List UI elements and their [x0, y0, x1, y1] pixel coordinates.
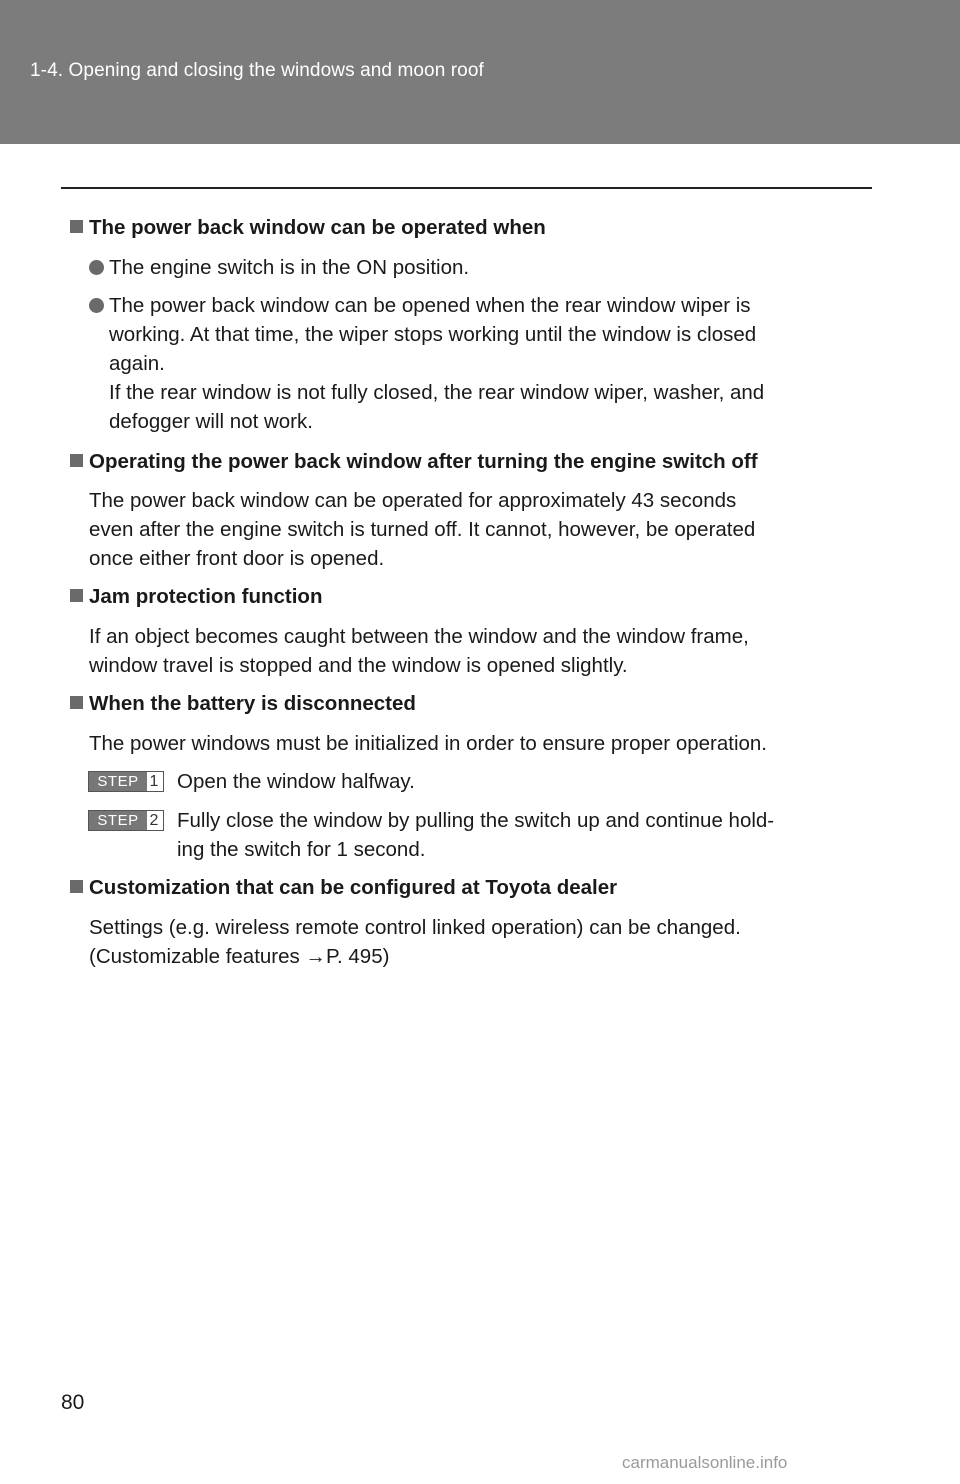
square-bullet-icon	[70, 220, 83, 233]
step-2	[88, 806, 861, 866]
bullet-text: working. At that time, the wiper stops working until the window is closed	[109, 323, 757, 346]
heading-battery-disconnected	[70, 692, 416, 716]
cross-reference-link[interactable]: (Customizable features →P. 495)	[89, 945, 390, 968]
step-1	[88, 767, 861, 797]
step-label: STEP	[89, 772, 147, 791]
step-number: 2	[149, 812, 159, 829]
heading-text: Jam protection function	[89, 585, 323, 608]
step-label: STEP	[89, 811, 147, 830]
bullet-item	[89, 291, 861, 441]
heading-jam-protection	[70, 585, 322, 609]
paragraph-line: once either front door is opened.	[89, 547, 385, 570]
round-bullet-icon	[89, 260, 104, 275]
step-number: 1	[149, 773, 159, 790]
heading-customization	[70, 876, 617, 900]
bullet-text: The power back window can be opened when the rear window wiper is	[109, 294, 751, 317]
heading-text: When the battery is disconnected	[89, 692, 416, 715]
paragraph-line: window travel is stopped and the window is opened slightly.	[89, 654, 628, 677]
bullet-text: The engine switch is in the ON position.	[109, 256, 470, 279]
heading-text: Operating the power back window after turning the engine switch off	[89, 450, 758, 473]
heading-text: Customization that can be configured at Toyota dealer	[89, 876, 618, 899]
heading-operating-after-off	[70, 450, 758, 474]
step-text: Fully close the window by pulling the switch up and continue hold-	[177, 809, 775, 832]
paragraph-line: If an object becomes caught between the window and the window frame,	[89, 625, 749, 648]
bullet-text: again.	[109, 352, 165, 375]
heading-power-back-window	[70, 216, 546, 240]
step-badge	[88, 810, 164, 831]
square-bullet-icon	[70, 589, 83, 602]
square-bullet-icon	[70, 880, 83, 893]
page-number: 80	[61, 1391, 85, 1414]
paragraph-line: The power back window can be operated for approximately 43 seconds	[89, 489, 737, 512]
heading-text: The power back window can be operated when	[89, 216, 546, 239]
bullet-text: If the rear window is not fully closed, the rear window wiper, washer, and	[109, 381, 765, 404]
square-bullet-icon	[70, 696, 83, 709]
section-title: 1-4. Opening and closing the windows and moon roof	[30, 60, 484, 81]
bullet-text: defogger will not work.	[109, 410, 313, 433]
divider-rule	[61, 187, 872, 189]
paragraph-line: The power windows must be initialized in order to ensure proper operation.	[89, 732, 768, 755]
square-bullet-icon	[70, 454, 83, 467]
round-bullet-icon	[89, 298, 104, 313]
step-text: ing the switch for 1 second.	[177, 838, 426, 861]
step-badge	[88, 771, 164, 792]
step-text: Open the window halfway.	[177, 770, 415, 793]
watermark: carmanualsonline.info	[622, 1453, 788, 1472]
header-band	[0, 0, 960, 144]
paragraph-line: even after the engine switch is turned off. It cannot, however, be operated	[89, 518, 756, 541]
paragraph-line: Settings (e.g. wireless remote control linked operation) can be changed.	[89, 916, 741, 939]
